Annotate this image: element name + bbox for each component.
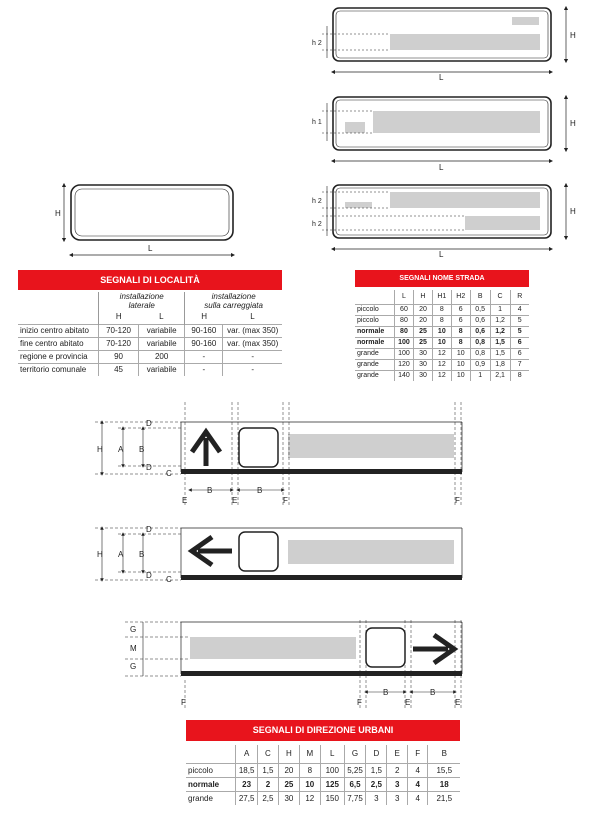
value-L-carreggiata: var. (max 350) <box>223 324 282 337</box>
localita-row <box>18 363 282 376</box>
size-label: piccolo <box>186 763 236 777</box>
value-L-carreggiata: var. (max 350) <box>223 337 282 350</box>
dim-A-up: A <box>118 445 124 454</box>
localita-col-H-1: H <box>99 310 139 324</box>
dimension-value: 8 <box>432 315 451 326</box>
label-h2-3b: h 2 <box>312 221 322 228</box>
dim-F-right-2: F <box>357 698 362 707</box>
dimension-value: 10 <box>432 326 451 337</box>
label-H-2: H <box>570 119 576 128</box>
nome-strada-table-title: SEGNALI NOME STRADA <box>355 270 529 287</box>
value-H-carreggiata: 90-160 <box>185 324 223 337</box>
size-label: grande <box>355 370 394 381</box>
table-header-row <box>355 290 529 304</box>
dimension-value: 25 <box>278 777 299 791</box>
size-label: piccolo <box>355 304 394 315</box>
dimension-value: 23 <box>236 777 258 791</box>
column-header: C <box>490 290 510 304</box>
dimension-value: 6 <box>510 348 529 359</box>
localita-col-L-1: L <box>159 312 164 322</box>
dim-E-up-2: E <box>232 496 238 505</box>
value-L-laterale: variabile <box>138 337 184 350</box>
dim-G-right-bot: G <box>130 662 137 671</box>
dimension-value: 10 <box>451 348 470 359</box>
dimension-value: 5,25 <box>344 763 366 777</box>
dimension-value: 2,5 <box>366 777 387 791</box>
dimension-value: 12 <box>432 370 451 381</box>
label-H-1: H <box>570 31 576 40</box>
dim-B-up-1: B <box>207 486 213 495</box>
value-H-laterale: 90 <box>99 350 139 363</box>
dimension-value: 1,5 <box>257 763 278 777</box>
row-label: territorio comunale <box>18 363 99 376</box>
dimension-value: 4 <box>407 763 428 777</box>
value-H-carreggiata: - <box>185 350 223 363</box>
label-h2-1: h 2 <box>312 40 322 47</box>
dimension-value: 10 <box>451 359 470 370</box>
nome-strada-row <box>355 315 529 326</box>
size-label: normale <box>355 326 394 337</box>
dimension-value: 80 <box>394 315 413 326</box>
dimension-value: 4 <box>407 791 428 805</box>
dimension-value: 8 <box>451 337 470 348</box>
column-header: H <box>414 290 433 304</box>
dim-D-up-top: D <box>146 419 152 428</box>
dimension-value: 5 <box>510 326 529 337</box>
dimension-value: 2 <box>387 763 408 777</box>
column-header: H1 <box>432 290 451 304</box>
value-L-carreggiata: - <box>223 363 282 376</box>
dim-B-up-2: B <box>257 486 263 495</box>
dimension-value: 140 <box>394 370 413 381</box>
dimension-value: 20 <box>278 763 299 777</box>
dim-B-right-2: B <box>430 688 436 697</box>
dimension-value: 2,5 <box>257 791 278 805</box>
dimension-value: 10 <box>451 370 470 381</box>
localita-row <box>18 350 282 363</box>
nome-strada-row <box>355 304 529 315</box>
label-h2-3a: h 2 <box>312 198 322 205</box>
direzione-row <box>186 763 460 777</box>
dim-A-left: A <box>118 550 124 559</box>
dimension-value: 1,8 <box>490 359 510 370</box>
dimension-value: 0,8 <box>470 337 490 348</box>
dimension-value: 30 <box>278 791 299 805</box>
localita-row <box>18 337 282 350</box>
dimension-value: 1 <box>470 370 490 381</box>
nome-strada-row <box>355 370 529 381</box>
nome-strada-row <box>355 348 529 359</box>
label-h1-2: h 1 <box>312 119 322 126</box>
dimension-value: 2,1 <box>490 370 510 381</box>
dimension-value: 15,5 <box>428 763 460 777</box>
value-H-laterale: 70-120 <box>99 337 139 350</box>
value-L-laterale: variabile <box>138 363 184 376</box>
dim-F-right-1: F <box>181 698 186 707</box>
dimension-value: 6,5 <box>344 777 366 791</box>
street-sign-diagram-2 <box>322 97 566 161</box>
dimension-value: 1,5 <box>490 348 510 359</box>
dim-G-right-top: G <box>130 625 137 634</box>
dimension-value: 0,6 <box>470 315 490 326</box>
dimension-value: 6 <box>510 337 529 348</box>
column-header: G <box>344 745 366 763</box>
dimension-value: 80 <box>394 326 413 337</box>
column-header <box>355 290 394 304</box>
dim-B-left: B <box>139 550 145 559</box>
street-sign-diagram-3 <box>322 185 566 249</box>
value-L-laterale: variabile <box>138 324 184 337</box>
column-header: R <box>510 290 529 304</box>
dimension-value: 1,5 <box>366 763 387 777</box>
dimension-value: 125 <box>320 777 344 791</box>
dim-D-left-top: D <box>146 525 152 534</box>
dimension-value: 0,6 <box>470 326 490 337</box>
dimension-value: 18 <box>428 777 460 791</box>
nome-strada-row <box>355 326 529 337</box>
dimension-value: 4 <box>407 777 428 791</box>
dimension-value: 20 <box>414 304 433 315</box>
dimension-value: 150 <box>320 791 344 805</box>
dimension-value: 8 <box>432 304 451 315</box>
dimension-value: 100 <box>394 337 413 348</box>
column-header: A <box>236 745 258 763</box>
column-header: C <box>257 745 278 763</box>
size-label: grande <box>355 348 394 359</box>
size-label: grande <box>186 791 236 805</box>
dimension-value: 2 <box>257 777 278 791</box>
value-H-carreggiata: - <box>185 363 223 376</box>
dimension-value: 8 <box>510 370 529 381</box>
dim-D-left-bot: D <box>146 571 152 580</box>
nome-strada-table <box>355 290 529 381</box>
dimension-value: 30 <box>414 370 433 381</box>
column-header: B <box>470 290 490 304</box>
dimension-value: 60 <box>394 304 413 315</box>
value-H-laterale: 45 <box>99 363 139 376</box>
column-header: L <box>320 745 344 763</box>
dim-H-left: H <box>97 550 103 559</box>
dimension-value: 3 <box>387 791 408 805</box>
size-label: piccolo <box>355 315 394 326</box>
dim-H-up: H <box>97 445 103 454</box>
nome-strada-row <box>355 337 529 348</box>
label-H-localita: H <box>55 209 61 218</box>
column-header: D <box>366 745 387 763</box>
dim-M-right: M <box>130 644 137 653</box>
direzione-table-title: SEGNALI DI DIREZIONE URBANI <box>186 720 460 741</box>
size-label: normale <box>186 777 236 791</box>
localita-row <box>18 324 282 337</box>
column-header: B <box>428 745 460 763</box>
direction-sign-right <box>125 620 462 708</box>
dimension-value: 21,5 <box>428 791 460 805</box>
dimension-value: 1,5 <box>490 337 510 348</box>
dimension-value: 120 <box>394 359 413 370</box>
row-label: inizio centro abitato <box>18 324 99 337</box>
size-label: normale <box>355 337 394 348</box>
localita-group-carreggiata-2: sulla carreggiata <box>204 301 263 310</box>
direzione-row <box>186 777 460 791</box>
dimension-value: 3 <box>387 777 408 791</box>
direzione-row <box>186 791 460 805</box>
value-L-carreggiata: - <box>223 350 282 363</box>
nome-strada-row <box>355 359 529 370</box>
dimension-value: 12 <box>432 348 451 359</box>
row-label: regione e provincia <box>18 350 99 363</box>
value-H-carreggiata: 90-160 <box>185 337 223 350</box>
dim-B-right-1: B <box>383 688 389 697</box>
dim-E-right-1: E <box>405 698 411 707</box>
dim-F-up-1: F <box>283 496 288 505</box>
localita-col-L-2: L <box>250 312 255 322</box>
localita-group-laterale-2: laterale <box>128 301 155 310</box>
column-header: L <box>394 290 413 304</box>
dimension-value: 30 <box>414 348 433 359</box>
dim-C-up: C <box>166 469 172 478</box>
dim-E-up-1: E <box>182 496 188 505</box>
row-label: fine centro abitato <box>18 337 99 350</box>
dimension-value: 5 <box>510 315 529 326</box>
label-L-3: L <box>439 250 444 259</box>
column-header: E <box>387 745 408 763</box>
dimension-value: 0,9 <box>470 359 490 370</box>
dimension-value: 25 <box>414 326 433 337</box>
label-L-1: L <box>439 73 444 82</box>
dimension-value: 0,8 <box>470 348 490 359</box>
dimension-value: 100 <box>394 348 413 359</box>
dimension-value: 1,2 <box>490 326 510 337</box>
dim-D-up-bot: D <box>146 463 152 472</box>
dim-E-right-2: E <box>455 698 461 707</box>
column-header: H <box>278 745 299 763</box>
dimension-value: 1,2 <box>490 315 510 326</box>
dim-B-up: B <box>139 445 145 454</box>
dimension-value: 12 <box>432 359 451 370</box>
localita-table-title: SEGNALI DI LOCALITÀ <box>18 270 282 290</box>
dimension-value: 6 <box>451 304 470 315</box>
label-L-2: L <box>439 163 444 172</box>
dimension-value: 18,5 <box>236 763 258 777</box>
localita-group-carreggiata-1: installazione <box>211 292 256 301</box>
direzione-table <box>186 745 460 805</box>
dimension-value: 30 <box>414 359 433 370</box>
localita-col-H-2: H <box>185 310 223 324</box>
direction-sign-up <box>95 402 462 505</box>
column-header <box>186 745 236 763</box>
dimension-value: 0,5 <box>470 304 490 315</box>
column-header: M <box>299 745 320 763</box>
column-header: F <box>407 745 428 763</box>
label-L-localita: L <box>148 244 153 253</box>
value-H-laterale: 70-120 <box>99 324 139 337</box>
dim-F-up-2: F <box>455 496 460 505</box>
table-header-row <box>186 745 460 763</box>
dimension-value: 10 <box>432 337 451 348</box>
size-label: grande <box>355 359 394 370</box>
dimension-value: 100 <box>320 763 344 777</box>
dimension-value: 8 <box>451 326 470 337</box>
dimension-value: 7 <box>510 359 529 370</box>
dimension-value: 25 <box>414 337 433 348</box>
dim-C-left: C <box>166 575 172 584</box>
value-L-laterale: 200 <box>138 350 184 363</box>
dimension-value: 10 <box>299 777 320 791</box>
dimension-value: 6 <box>451 315 470 326</box>
dimension-value: 8 <box>299 763 320 777</box>
dimension-value: 1 <box>490 304 510 315</box>
dimension-value: 20 <box>414 315 433 326</box>
dimension-value: 4 <box>510 304 529 315</box>
label-H-3: H <box>570 207 576 216</box>
street-sign-diagram-1 <box>322 8 566 72</box>
dimension-value: 12 <box>299 791 320 805</box>
column-header: H2 <box>451 290 470 304</box>
localita-group-laterale-1: installazione <box>119 292 164 301</box>
dimension-value: 3 <box>366 791 387 805</box>
localita-table <box>18 292 282 376</box>
dimension-value: 7,75 <box>344 791 366 805</box>
dimension-value: 27,5 <box>236 791 258 805</box>
